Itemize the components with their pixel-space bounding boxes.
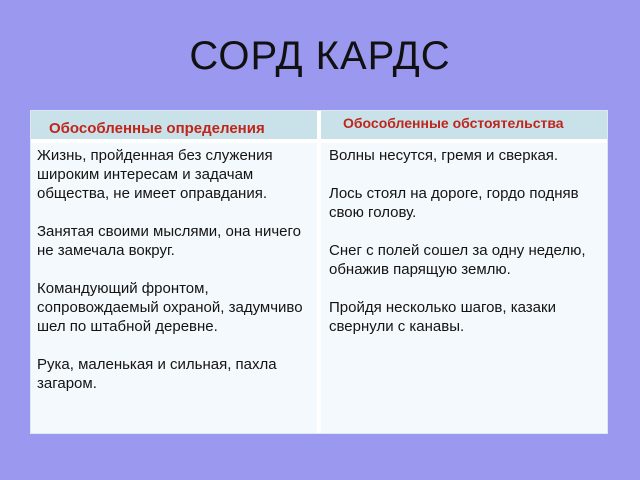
circumstance-example: Пройдя несколько шагов, казаки свернули с канавы. [329, 299, 556, 335]
definition-example: Рука, маленькая и сильная, пахла загаром. [37, 356, 277, 392]
definition-example: Жизнь, пройденная без служения широким интересам и задачам общества, не имеет оправдания. [37, 147, 273, 202]
definition-example: Занятая своими мыслями, она ничего не замечала вокруг. [37, 223, 301, 259]
circumstances-list [329, 146, 601, 336]
circumstance-example: Снег с полей сошел за одну неделю, обнажив парящую землю. [329, 242, 586, 278]
header-circumstances: Обособленные обстоятельства [343, 115, 564, 131]
circumstances-column [321, 143, 607, 433]
circumstance-example: Волны несутся, гремя и сверкая. [329, 147, 559, 164]
header-cell-definitions [31, 111, 319, 141]
header-cell-circumstances [321, 111, 607, 141]
definitions-list [37, 146, 317, 393]
definition-example: Командующий фронтом, сопровождаемый охраной, задумчиво шел по штабной деревне. [37, 280, 303, 335]
slide-title: СОРД КАРДС [189, 34, 451, 78]
definitions-column [31, 143, 319, 433]
header-definitions: Обособленные определения [49, 120, 265, 137]
circumstance-example: Лось стоял на дороге, гордо подняв свою голову. [329, 185, 579, 221]
comparison-table [30, 110, 608, 434]
